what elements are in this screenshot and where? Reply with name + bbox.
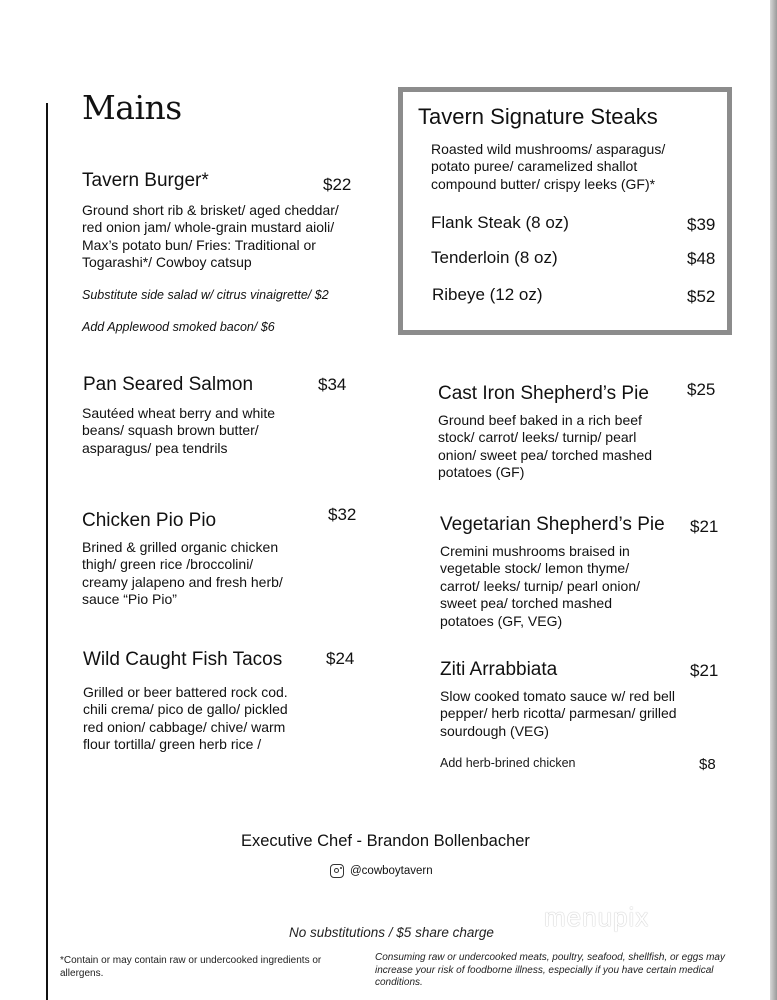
menu-item-description: Sautéed wheat berry and white beans/ squash brown butter/ asparagus/ pea tendrils	[82, 405, 276, 456]
page-edge-shadow	[770, 0, 777, 1000]
menu-item-price: $24	[326, 649, 355, 668]
steak-price: $39	[687, 215, 716, 234]
watermark: menupix	[544, 902, 650, 932]
instagram-handle: @cowboytavern	[350, 865, 433, 877]
menu-item-description: Ground short rib & brisket/ aged cheddar/ red onion jam/ whole-grain mustard aioli/ Max’s potato bun/ Fries: Traditional or Togarashi*/ Cowboy catsup	[82, 202, 339, 271]
menu-item-note: Add Applewood smoked bacon/ $6	[82, 320, 275, 334]
menu-item-description: Slow cooked tomato sauce w/ red bell pepper/ herb ricotta/ parmesan/ grilled sourdough (VEG)	[440, 688, 677, 739]
food-safety-disclaimer: Consuming raw or undercooked meats, poultry, seafood, shellfish, or eggs may increase your risk of foodborne illness, especially if you have certain medical conditions.	[375, 952, 725, 988]
menu-item-price: $22	[323, 175, 352, 194]
menu-item-price: $21	[690, 517, 719, 536]
menu-item-note: Substitute side salad w/ citrus vinaigrette/ $2	[82, 288, 329, 302]
steak-name: Tenderloin (8 oz)	[431, 248, 558, 267]
menu-item-price: $32	[328, 505, 357, 524]
steak-price: $48	[687, 249, 716, 268]
menu-item-description: Brined & grilled organic chicken thigh/ green rice /broccolini/ creamy jalapeno and fresh herb/ sauce “Pio Pio”	[82, 539, 283, 608]
addon-price: $8	[699, 756, 716, 773]
menu-item-name: Vegetarian Shepherd’s Pie	[440, 514, 665, 535]
menu-item-name: Cast Iron Shepherd’s Pie	[438, 383, 649, 404]
menu-item-price: $21	[690, 661, 719, 680]
signature-steaks-description: Roasted wild mushrooms/ asparagus/ potato puree/ caramelized shallot compound butter/ crispy leeks (GF)*	[431, 141, 666, 192]
menu-item-description: Ground beef baked in a rich beef stock/ carrot/ leeks/ turnip/ pearl onion/ sweet pea/ torched mashed potatoes (GF)	[438, 412, 653, 481]
executive-chef: Executive Chef - Brandon Bollenbacher	[241, 832, 530, 850]
signature-steaks-title: Tavern Signature Steaks	[418, 104, 658, 129]
allergen-footnote: *Contain or may contain raw or undercooked ingredients or allergens.	[60, 955, 322, 979]
menu-item-price: $25	[687, 380, 716, 399]
menu-item-price: $34	[318, 375, 347, 394]
menu-item-name: Chicken Pio Pio	[82, 510, 217, 531]
instagram-icon	[330, 864, 344, 878]
steak-name: Ribeye (12 oz)	[432, 285, 543, 304]
steak-price: $52	[687, 287, 716, 306]
menu-item-name: Wild Caught Fish Tacos	[83, 649, 283, 670]
left-margin-rule	[46, 103, 48, 1000]
policy-note: No substitutions / $5 share charge	[289, 925, 494, 940]
menu-item-name: Ziti Arrabbiata	[440, 659, 558, 680]
menu-item-description: Cremini mushrooms braised in vegetable stock/ lemon thyme/ carrot/ leeks/ turnip/ pearl onion/ sweet pea/ torched mashed potatoes (GF, VEG)	[440, 543, 640, 629]
menu-item-description: Grilled or beer battered rock cod. chili crema/ pico de gallo/ pickled red onion/ cabbage/ chive/ warm flour tortilla/ green herb rice /	[83, 684, 288, 753]
page-title: Mains	[82, 88, 182, 127]
steak-name: Flank Steak (8 oz)	[431, 213, 569, 232]
menu-item-name: Tavern Burger*	[82, 170, 209, 191]
addon-label: Add herb-brined chicken	[440, 756, 576, 770]
menu-item-name: Pan Seared Salmon	[83, 374, 254, 395]
